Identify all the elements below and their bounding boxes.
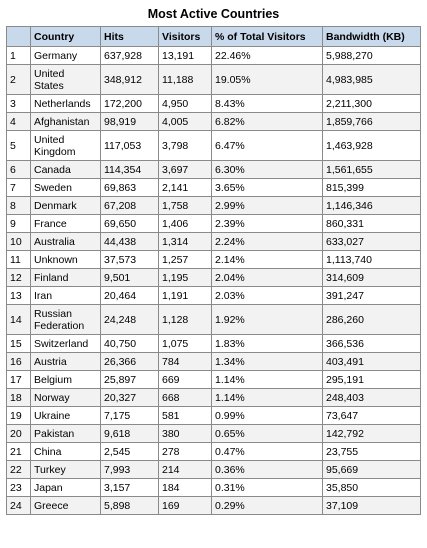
table-header-row: [7, 27, 421, 47]
cell-country: Switzerland: [31, 335, 101, 353]
cell-bandwidth: 314,609: [323, 269, 421, 287]
cell-hits: 69,650: [101, 215, 159, 233]
cell-rank: 17: [7, 371, 31, 389]
table-row: [7, 65, 421, 95]
cell-visitors: 1,128: [159, 305, 212, 335]
cell-rank: 4: [7, 113, 31, 131]
cell-percent: 2.03%: [212, 287, 323, 305]
cell-hits: 26,366: [101, 353, 159, 371]
cell-hits: 20,327: [101, 389, 159, 407]
table-row: [7, 179, 421, 197]
cell-country: Canada: [31, 161, 101, 179]
cell-hits: 69,863: [101, 179, 159, 197]
cell-visitors: 1,406: [159, 215, 212, 233]
cell-hits: 24,248: [101, 305, 159, 335]
table-row: [7, 461, 421, 479]
cell-hits: 637,928: [101, 47, 159, 65]
cell-rank: 8: [7, 197, 31, 215]
countries-table: [6, 26, 421, 515]
cell-percent: 2.24%: [212, 233, 323, 251]
cell-bandwidth: 37,109: [323, 497, 421, 515]
cell-percent: 1.83%: [212, 335, 323, 353]
cell-country: Greece: [31, 497, 101, 515]
cell-hits: 7,993: [101, 461, 159, 479]
cell-percent: 8.43%: [212, 95, 323, 113]
cell-visitors: 11,188: [159, 65, 212, 95]
column-header-hits[interactable]: Hits: [101, 27, 159, 47]
cell-visitors: 169: [159, 497, 212, 515]
cell-bandwidth: 860,331: [323, 215, 421, 233]
cell-bandwidth: 1,561,655: [323, 161, 421, 179]
cell-bandwidth: 286,260: [323, 305, 421, 335]
table-row: [7, 335, 421, 353]
table-row: [7, 269, 421, 287]
cell-rank: 19: [7, 407, 31, 425]
cell-percent: 2.39%: [212, 215, 323, 233]
cell-rank: 18: [7, 389, 31, 407]
cell-percent: 6.47%: [212, 131, 323, 161]
cell-hits: 9,618: [101, 425, 159, 443]
cell-percent: 6.30%: [212, 161, 323, 179]
cell-country: China: [31, 443, 101, 461]
table-body: [7, 47, 421, 515]
cell-percent: 0.29%: [212, 497, 323, 515]
table-row: [7, 131, 421, 161]
cell-visitors: 4,005: [159, 113, 212, 131]
cell-country: Japan: [31, 479, 101, 497]
table-row: [7, 95, 421, 113]
table-row: [7, 497, 421, 515]
cell-rank: 5: [7, 131, 31, 161]
cell-bandwidth: 295,191: [323, 371, 421, 389]
cell-visitors: 184: [159, 479, 212, 497]
cell-rank: 22: [7, 461, 31, 479]
column-header-bandwidth[interactable]: Bandwidth (KB): [323, 27, 421, 47]
table-row: [7, 251, 421, 269]
cell-visitors: 1,257: [159, 251, 212, 269]
cell-hits: 20,464: [101, 287, 159, 305]
cell-country: Australia: [31, 233, 101, 251]
cell-bandwidth: 815,399: [323, 179, 421, 197]
cell-rank: 16: [7, 353, 31, 371]
cell-hits: 98,919: [101, 113, 159, 131]
cell-rank: 21: [7, 443, 31, 461]
cell-country: United Kingdom: [31, 131, 101, 161]
cell-bandwidth: 73,647: [323, 407, 421, 425]
cell-country: Unknown: [31, 251, 101, 269]
cell-country: Pakistan: [31, 425, 101, 443]
cell-hits: 348,912: [101, 65, 159, 95]
cell-country: Belgium: [31, 371, 101, 389]
cell-visitors: 3,798: [159, 131, 212, 161]
cell-hits: 40,750: [101, 335, 159, 353]
cell-visitors: 1,191: [159, 287, 212, 305]
cell-hits: 9,501: [101, 269, 159, 287]
cell-hits: 5,898: [101, 497, 159, 515]
cell-percent: 1.34%: [212, 353, 323, 371]
cell-visitors: 669: [159, 371, 212, 389]
cell-bandwidth: 1,859,766: [323, 113, 421, 131]
cell-bandwidth: 633,027: [323, 233, 421, 251]
cell-percent: 1.14%: [212, 389, 323, 407]
cell-visitors: 1,075: [159, 335, 212, 353]
cell-country: Turkey: [31, 461, 101, 479]
cell-bandwidth: 391,247: [323, 287, 421, 305]
cell-percent: 0.36%: [212, 461, 323, 479]
cell-percent: 0.47%: [212, 443, 323, 461]
cell-hits: 172,200: [101, 95, 159, 113]
table-row: [7, 407, 421, 425]
cell-bandwidth: 5,988,270: [323, 47, 421, 65]
cell-hits: 25,897: [101, 371, 159, 389]
cell-visitors: 214: [159, 461, 212, 479]
cell-country: Iran: [31, 287, 101, 305]
column-header-visitors[interactable]: Visitors: [159, 27, 212, 47]
cell-country: Austria: [31, 353, 101, 371]
cell-rank: 24: [7, 497, 31, 515]
cell-country: Norway: [31, 389, 101, 407]
cell-country: United States: [31, 65, 101, 95]
cell-hits: 67,208: [101, 197, 159, 215]
cell-country: Netherlands: [31, 95, 101, 113]
cell-percent: 19.05%: [212, 65, 323, 95]
cell-visitors: 784: [159, 353, 212, 371]
cell-percent: 1.92%: [212, 305, 323, 335]
cell-bandwidth: 1,463,928: [323, 131, 421, 161]
cell-country: Germany: [31, 47, 101, 65]
cell-bandwidth: 366,536: [323, 335, 421, 353]
column-header-country[interactable]: Country: [31, 27, 101, 47]
cell-bandwidth: 4,983,985: [323, 65, 421, 95]
cell-rank: 9: [7, 215, 31, 233]
cell-percent: 6.82%: [212, 113, 323, 131]
cell-percent: 0.31%: [212, 479, 323, 497]
column-header-percent[interactable]: % of Total Visitors: [212, 27, 323, 47]
table-row: [7, 479, 421, 497]
cell-bandwidth: 95,669: [323, 461, 421, 479]
cell-bandwidth: 403,491: [323, 353, 421, 371]
cell-visitors: 1,314: [159, 233, 212, 251]
cell-percent: 2.04%: [212, 269, 323, 287]
cell-visitors: 1,758: [159, 197, 212, 215]
cell-percent: 2.99%: [212, 197, 323, 215]
cell-visitors: 3,697: [159, 161, 212, 179]
cell-bandwidth: 1,113,740: [323, 251, 421, 269]
cell-country: France: [31, 215, 101, 233]
cell-hits: 7,175: [101, 407, 159, 425]
cell-percent: 1.14%: [212, 371, 323, 389]
cell-rank: 3: [7, 95, 31, 113]
table-row: [7, 353, 421, 371]
table-row: [7, 197, 421, 215]
cell-country: Russian Federation: [31, 305, 101, 335]
cell-rank: 2: [7, 65, 31, 95]
cell-bandwidth: 1,146,346: [323, 197, 421, 215]
cell-visitors: 13,191: [159, 47, 212, 65]
cell-rank: 7: [7, 179, 31, 197]
cell-bandwidth: 23,755: [323, 443, 421, 461]
table-row: [7, 389, 421, 407]
table-row: [7, 371, 421, 389]
table-row: [7, 215, 421, 233]
cell-rank: 15: [7, 335, 31, 353]
cell-bandwidth: 2,211,300: [323, 95, 421, 113]
cell-hits: 37,573: [101, 251, 159, 269]
cell-visitors: 2,141: [159, 179, 212, 197]
cell-visitors: 581: [159, 407, 212, 425]
table-row: [7, 305, 421, 335]
cell-percent: 2.14%: [212, 251, 323, 269]
cell-hits: 2,545: [101, 443, 159, 461]
cell-visitors: 278: [159, 443, 212, 461]
cell-country: Denmark: [31, 197, 101, 215]
cell-hits: 114,354: [101, 161, 159, 179]
cell-rank: 6: [7, 161, 31, 179]
table-row: [7, 113, 421, 131]
table-row: [7, 233, 421, 251]
cell-rank: 11: [7, 251, 31, 269]
cell-hits: 3,157: [101, 479, 159, 497]
cell-rank: 12: [7, 269, 31, 287]
table-row: [7, 287, 421, 305]
cell-rank: 14: [7, 305, 31, 335]
cell-bandwidth: 142,792: [323, 425, 421, 443]
table-row: [7, 47, 421, 65]
cell-country: Ukraine: [31, 407, 101, 425]
cell-country: Sweden: [31, 179, 101, 197]
cell-percent: 3.65%: [212, 179, 323, 197]
cell-visitors: 1,195: [159, 269, 212, 287]
cell-rank: 20: [7, 425, 31, 443]
cell-percent: 22.46%: [212, 47, 323, 65]
table-row: [7, 425, 421, 443]
cell-country: Finland: [31, 269, 101, 287]
column-header-rank[interactable]: [7, 27, 31, 47]
cell-rank: 10: [7, 233, 31, 251]
cell-visitors: 380: [159, 425, 212, 443]
cell-country: Afghanistan: [31, 113, 101, 131]
cell-bandwidth: 248,403: [323, 389, 421, 407]
cell-visitors: 4,950: [159, 95, 212, 113]
report-title: Most Active Countries: [147, 7, 280, 21]
cell-rank: 23: [7, 479, 31, 497]
cell-visitors: 668: [159, 389, 212, 407]
table-row: [7, 161, 421, 179]
table-row: [7, 443, 421, 461]
cell-rank: 13: [7, 287, 31, 305]
cell-rank: 1: [7, 47, 31, 65]
cell-hits: 44,438: [101, 233, 159, 251]
cell-percent: 0.99%: [212, 407, 323, 425]
cell-percent: 0.65%: [212, 425, 323, 443]
cell-hits: 117,053: [101, 131, 159, 161]
cell-bandwidth: 35,850: [323, 479, 421, 497]
